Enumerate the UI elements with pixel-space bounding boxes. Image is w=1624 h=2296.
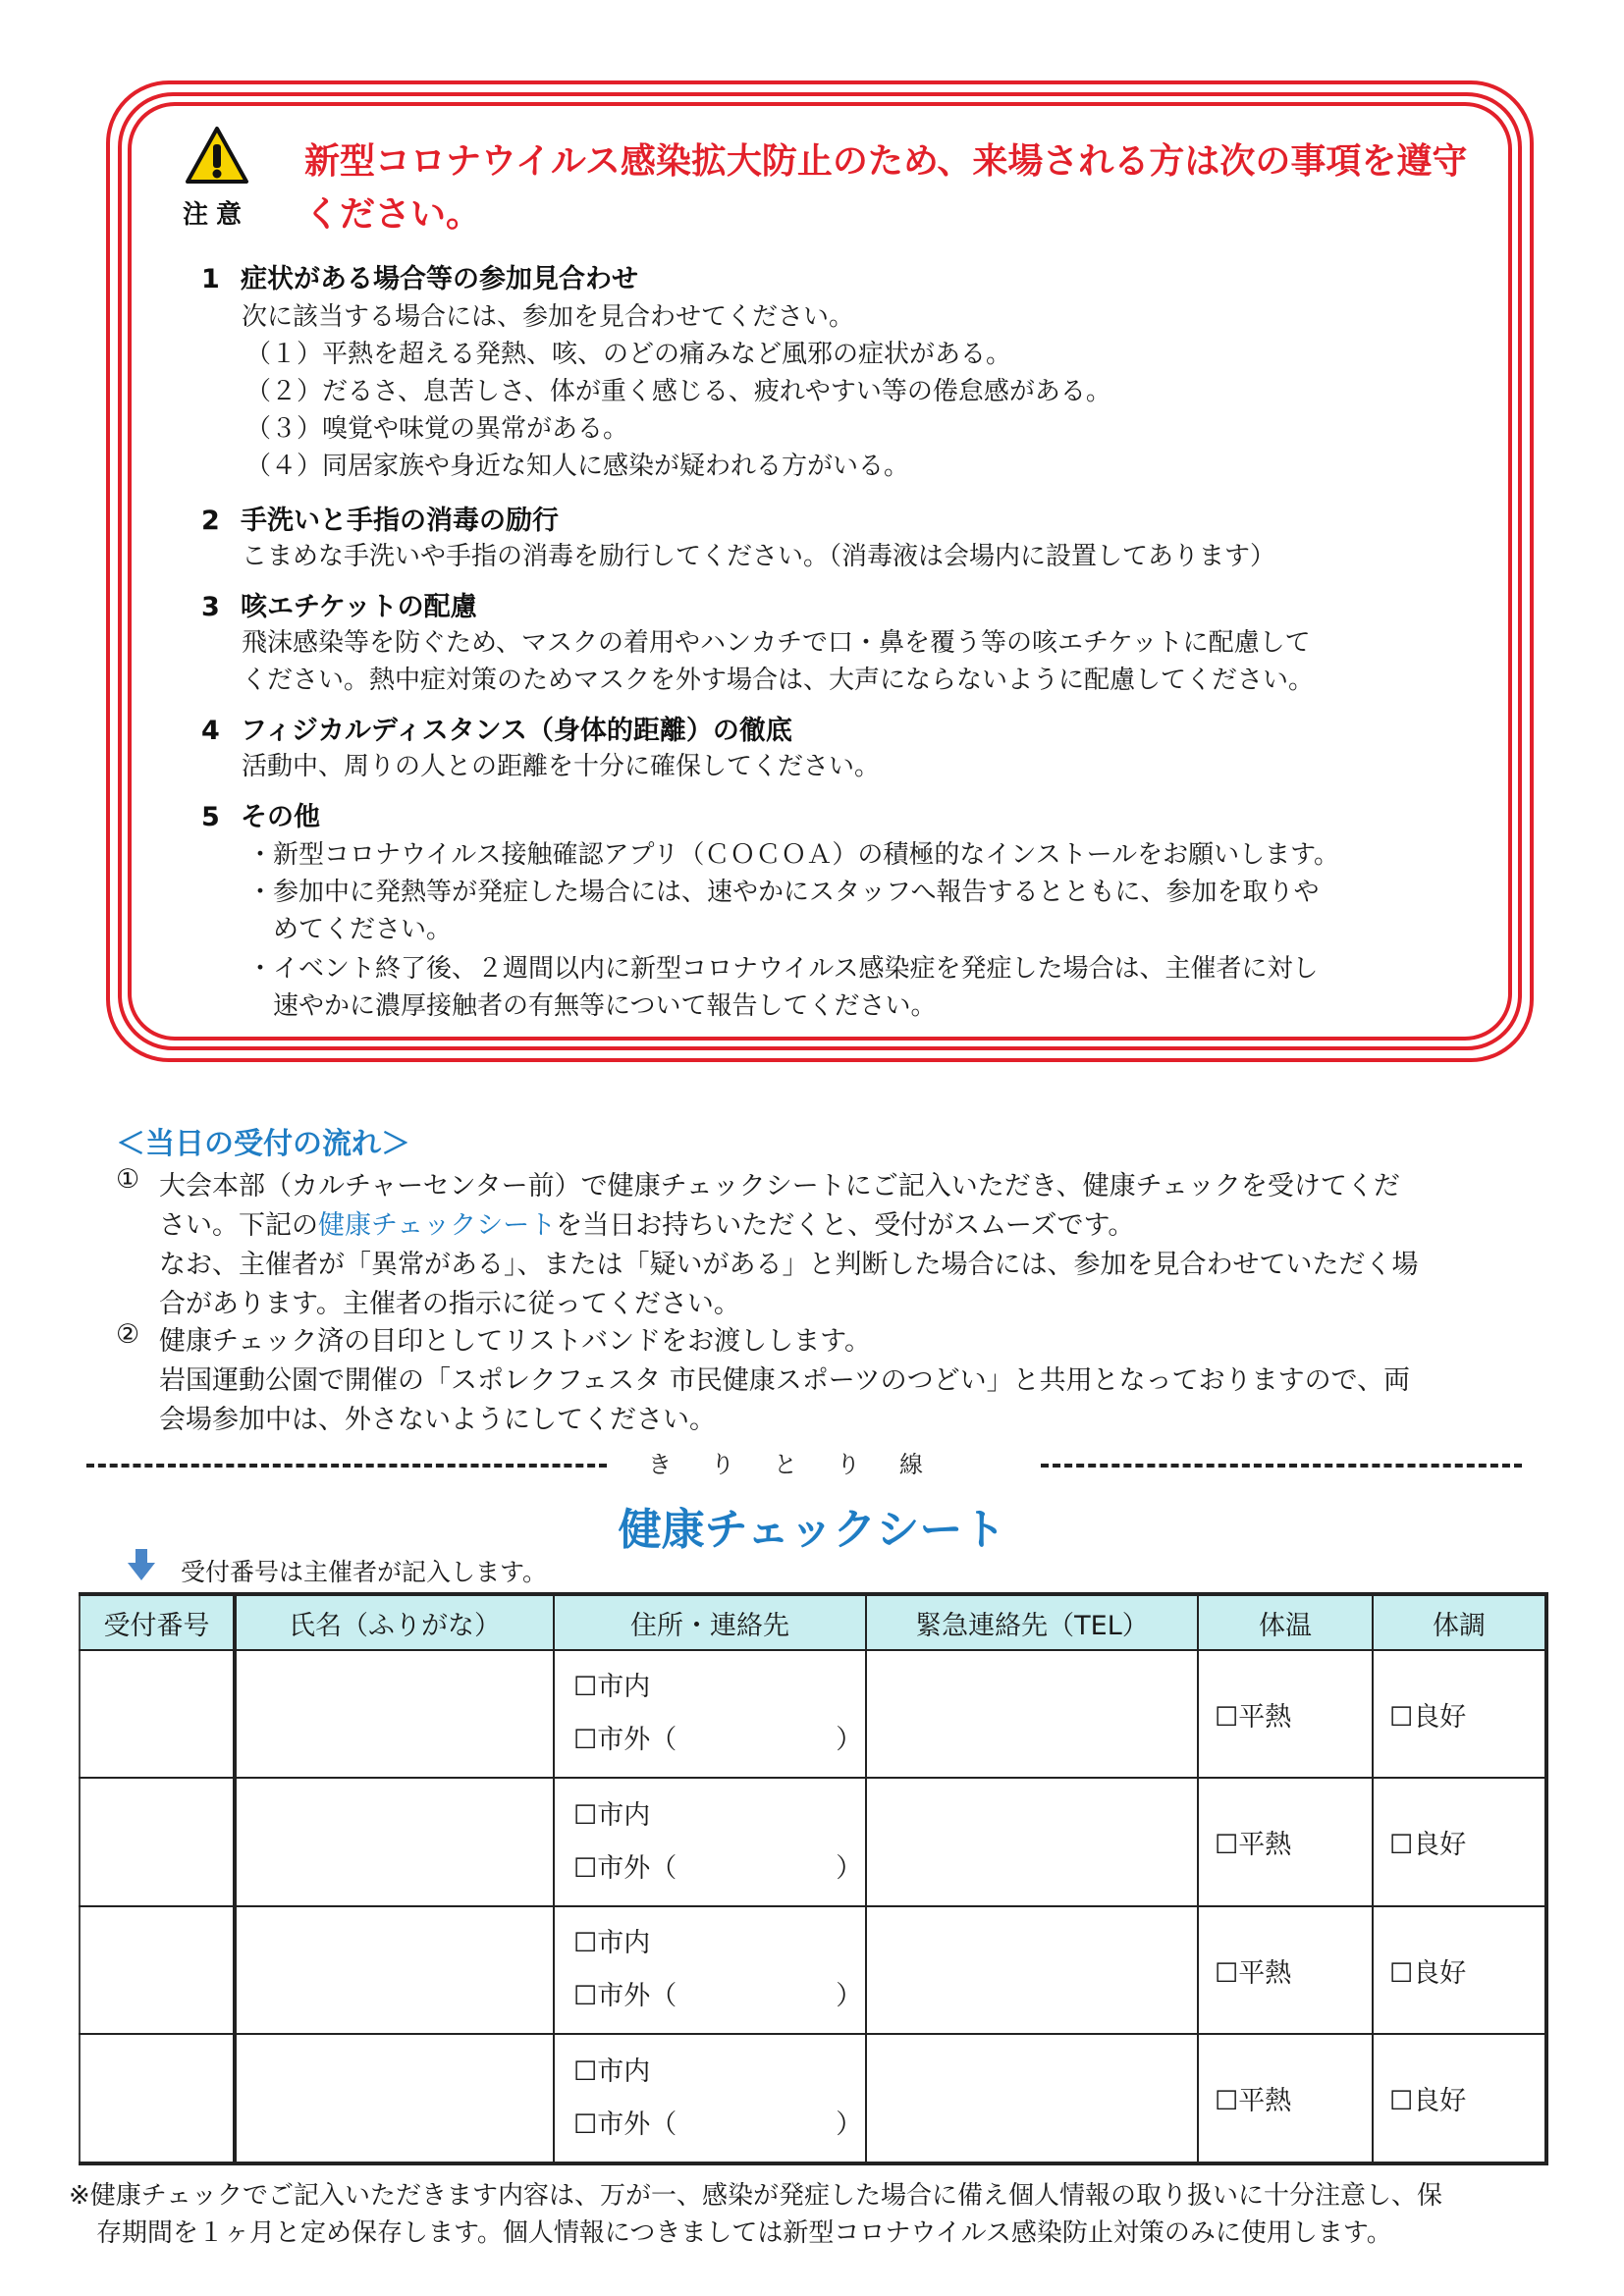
- cut-line-left: [86, 1464, 607, 1468]
- table-row: [80, 1650, 1546, 1778]
- emergency-contact-cell[interactable]: [866, 2034, 1198, 2163]
- section-3-heading: 3 咳エチケットの配慮: [201, 592, 477, 622]
- health-check-sheet-link[interactable]: 健康チェックシート: [318, 1210, 557, 1241]
- section-1-line: 次に該当する場合には、参加を見合わせてください。: [242, 302, 855, 332]
- header-condition: 体調: [1373, 1594, 1546, 1650]
- footnote-line: ※健康チェックでご記入いただきます内容は、万が一、感染が発症した場合に備え個人情報の取り扱いに十分注意し、保: [69, 2181, 1443, 2211]
- flow-item-1-marker: ①: [116, 1164, 140, 1195]
- table-row: [80, 1778, 1546, 1905]
- footnote-line: 存期間を１ヶ月と定め保存します。個人情報につきましては新型コロナウイルス感染防止対策のみに使用します。: [96, 2218, 1392, 2248]
- address-in-city-checkbox[interactable]: ☐市内: [573, 1672, 651, 1703]
- privacy-footnote: [69, 2177, 1561, 2252]
- cut-line-label: きりとり線: [648, 1451, 962, 1478]
- address-cell: [554, 1778, 866, 1905]
- condition-good-checkbox[interactable]: ☐良好: [1373, 1906, 1546, 2034]
- address-in-city-checkbox[interactable]: ☐市内: [573, 1928, 651, 1959]
- name-cell[interactable]: [235, 1778, 554, 1905]
- condition-good-checkbox[interactable]: ☐良好: [1373, 1650, 1546, 1778]
- name-cell[interactable]: [235, 1650, 554, 1778]
- caution-title: 新型コロナウイルス感染拡大防止のため、来場される方は次の事項を遵守ください。: [304, 141, 1468, 235]
- address-cell: [554, 1906, 866, 2034]
- reception-number-cell[interactable]: [80, 1650, 235, 1778]
- flow-item-1-line: さい。下記の健康チェックシートを当日お持ちいただくと、受付がスムーズです。: [159, 1210, 1135, 1241]
- address-cell: [554, 2034, 866, 2163]
- section-1-line: （３）嗅覚や味覚の異常がある。: [245, 414, 629, 444]
- section-5-line: めてください。: [273, 915, 453, 944]
- temperature-normal-checkbox[interactable]: ☐平熱: [1198, 2034, 1373, 2163]
- address-out-of-city-checkbox[interactable]: ☐市外（ ）: [573, 1852, 863, 1884]
- warning-triangle-icon: [185, 126, 249, 185]
- temperature-normal-checkbox[interactable]: ☐平熱: [1198, 1650, 1373, 1778]
- emergency-contact-cell[interactable]: [866, 1778, 1198, 1905]
- flow-item-2-line: 会場参加中は、外さないようにしてください。: [159, 1405, 716, 1435]
- section-3-line: 飛沫感染等を防ぐため、マスクの着用やハンカチで口・鼻を覆う等の咳エチケットに配慮して: [242, 628, 1311, 658]
- table-row: [80, 2034, 1546, 2163]
- header-name: 氏名（ふりがな）: [235, 1594, 554, 1650]
- flow-item-2-line: 岩国運動公園で開催の「スポレクフェスタ 市民健康スポーツのつどい」と共用となっておりますので、両: [159, 1365, 1411, 1396]
- flow-item-1-line: なお、主催者が「異常がある」、または「疑いがある」と判断した場合には、参加を見合わせていただく場: [159, 1250, 1419, 1280]
- condition-good-checkbox[interactable]: ☐良好: [1373, 2034, 1546, 2163]
- arrow-down-icon: [128, 1549, 155, 1580]
- cut-line-right: [1041, 1464, 1522, 1468]
- section-1-heading: 1 症状がある場合等の参加見合わせ: [201, 264, 638, 294]
- section-5-line: 速やかに濃厚接触者の有無等について報告してください。: [273, 991, 937, 1021]
- section-5-line: ・イベント終了後、２週間以内に新型コロナウイルス感染症を発症した場合は、主催者に対し: [247, 954, 1319, 984]
- emergency-contact-cell[interactable]: [866, 1906, 1198, 2034]
- temperature-normal-checkbox[interactable]: ☐平熱: [1198, 1906, 1373, 2034]
- section-2-heading: 2 手洗いと手指の消毒の励行: [201, 506, 559, 536]
- health-check-sheet-title: 健康チェックシート: [618, 1505, 1006, 1555]
- sheet-note: 受付番号は主催者が記入します。: [181, 1558, 548, 1586]
- flow-item-2-line: 健康チェック済の目印としてリストバンドをお渡しします。: [159, 1326, 871, 1357]
- table-header-row: [80, 1594, 1546, 1650]
- address-cell: [554, 1650, 866, 1778]
- section-4-heading: 4 フィジカルディスタンス（身体的距離）の徹底: [201, 716, 792, 746]
- temperature-normal-checkbox[interactable]: ☐平熱: [1198, 1778, 1373, 1905]
- flow-item-1-line: 合があります。主催者の指示に従ってください。: [159, 1289, 740, 1319]
- header-reception-number: 受付番号: [80, 1594, 235, 1650]
- section-1-line: （４）同居家族や身近な知人に感染が疑われる方がいる。: [245, 452, 910, 481]
- name-cell[interactable]: [235, 2034, 554, 2163]
- address-in-city-checkbox[interactable]: ☐市内: [573, 1799, 651, 1831]
- address-out-of-city-checkbox[interactable]: ☐市外（ ）: [573, 2109, 863, 2140]
- header-emergency-contact: 緊急連絡先（TEL）: [866, 1594, 1198, 1650]
- address-out-of-city-checkbox[interactable]: ☐市外（ ）: [573, 1981, 863, 2012]
- address-in-city-checkbox[interactable]: ☐市内: [573, 2056, 651, 2087]
- section-5-heading: 5 その他: [201, 802, 320, 832]
- reception-number-cell[interactable]: [80, 1906, 235, 2034]
- reception-flow-title: ＜当日の受付の流れ＞: [116, 1127, 410, 1161]
- reception-number-cell[interactable]: [80, 1778, 235, 1905]
- name-cell[interactable]: [235, 1906, 554, 2034]
- section-1-line: （２）だるさ、息苦しさ、体が重く感じる、疲れやすい等の倦怠感がある。: [245, 377, 1111, 406]
- section-3-line: ください。熱中症対策のためマスクを外す場合は、大声にならないように配慮してください。: [242, 666, 1315, 695]
- address-out-of-city-checkbox[interactable]: ☐市外（ ）: [573, 1725, 863, 1756]
- caution-label: 注意: [183, 200, 250, 230]
- condition-good-checkbox[interactable]: ☐良好: [1373, 1778, 1546, 1905]
- section-5-line: ・新型コロナウイルス接触確認アプリ（ＣＯＣＯＡ）の積極的なインストールをお願いします。: [247, 840, 1340, 870]
- section-5-line: ・参加中に発熱等が発症した場合には、速やかにスタッフへ報告するとともに、参加を取りや: [247, 878, 1320, 907]
- health-check-table: [79, 1592, 1548, 2165]
- header-address: 住所・連絡先: [554, 1594, 866, 1650]
- reception-number-cell[interactable]: [80, 2034, 235, 2163]
- section-2-line: こまめな手洗いや手指の消毒を励行してください。（消毒液は会場内に設置してあります）: [242, 542, 1276, 571]
- flow-item-1-line: 大会本部（カルチャーセンター前）で健康チェックシートにご記入いただき、健康チェックを受けてくだ: [159, 1171, 1400, 1201]
- flow-item-2-marker: ②: [116, 1319, 140, 1350]
- header-temperature: 体温: [1198, 1594, 1373, 1650]
- table-row: [80, 1906, 1546, 2034]
- emergency-contact-cell[interactable]: [866, 1650, 1198, 1778]
- section-4-line: 活動中、周りの人との距離を十分に確保してください。: [242, 752, 881, 781]
- section-1-line: （１）平熱を超える発熱、咳、のどの痛みなど風邪の症状がある。: [245, 340, 1012, 369]
